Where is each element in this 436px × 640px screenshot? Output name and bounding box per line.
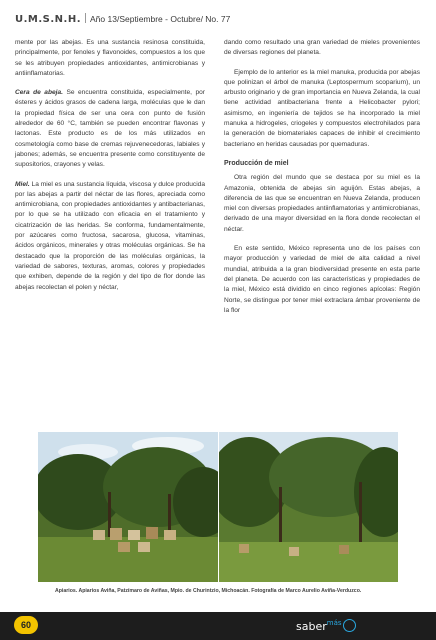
- logo-mark-icon: [343, 619, 356, 632]
- page-footer: [0, 612, 436, 640]
- journal-brand: U.M.S.N.H.: [15, 14, 82, 25]
- right-column: [224, 38, 420, 325]
- apiary-photos: [38, 432, 398, 582]
- cera-lead: Cera de abeja.: [15, 89, 63, 97]
- left-column: [15, 38, 205, 302]
- cera-text: Se encuentra constituida, especialmente, por ésteres y ácidos grasos de cadena larga, moléculas que le dan la propiedad física de ser una cera con punto de fusión alrededor de 60 °C, también se pueden encontrar flavonas y lactonas. Este producto es de los más utilizados en cosmetología como base de cremas rejuvenecedoras, labiales y jabones; además, se encuentra presente como constituyente de supositorios, crayones y velas.: [15, 89, 205, 169]
- miel-text: La miel es una sustancia líquida, viscosa y dulce producida por las abejas a partir del néctar de las flores, apreciada como antimicrobiana, con propiedades antioxidantes y antibacterianas, por lo que se ha utilizado con eficacia en el tratamiento y cicatrización de las heridas. Se conforma, fundamentalmente, por azúcares como fructosa, sacarosa, glucosa, vitaminas, ácidos orgánicos, minerales y otras moléculas orgánicas. Se ha destacado que la proporción de las moléculas orgánicas, la variedad de sabores, texturas, aromas, colores y propiedades que exhiben, depende de la región y del tipo de flor donde las abejas recolectan el polen y néctar,: [15, 180, 205, 291]
- paragraph-miel: [15, 180, 205, 293]
- paragraph-amazonia: Otra región del mundo que se destaca por su miel es la Amazonia, obtenida de abejas sin aguijón. Estas abejas, a diferencia de las que se encuentran en Nueva Zelanda, producen miel con diversas propiedades antiinflamatorias y antimicrobianas, derivado de una mayor diversidad en la flora donde recolectan el néctar.: [224, 174, 420, 233]
- issue-info: Año 13/Septiembre - Octubre/ No. 77: [90, 14, 231, 24]
- paragraph-cera: [15, 88, 205, 170]
- header-divider: [85, 13, 86, 23]
- page-number: 60: [14, 616, 38, 634]
- miel-lead: Miel.: [15, 180, 30, 188]
- paragraph-manuka: Ejemplo de lo anterior es la miel manuka, producida por abejas que polinizan el árbol de manuka (Leptospermum scoparium), un arbusto originario y de gran importancia en Nueva Zelanda, la cual tiene actividad antibacteriana frente a Helicobacter pylori; asimismo, en ingeniería de tejidos se ha incorporado la miel manuka a hidrogeles, criogeles y compuestos electrohilados para la generación de biomateriales capaces de inhibir el crecimiento bacteriano en heridas causadas por quemaduras.: [224, 68, 420, 148]
- logo-text: saber: [296, 620, 327, 633]
- logo-suffix: más: [326, 619, 342, 627]
- figure-caption: Apiarios. Apiarios Aviña, Patzímaro de Aviñas, Mpio. de Churintzio, Michoacán. Fotografía de Marco Aurelio Aviña-Verduzco.: [55, 588, 362, 594]
- apiary-photo-right: [219, 432, 398, 582]
- paragraph-continuation: dando como resultado una gran variedad de mieles provenientes de diversas regiones del planeta.: [224, 39, 420, 57]
- paragraph-mexico: En este sentido, México representa uno de los países con mayor producción y variedad de miel de alta calidad a nivel mundial, atribuida a la gran biodiversidad presente en esta parte del planeta. De acuerdo con las características y propiedades de la miel, México está dividido en cinco regiones apícolas: Región Norte, se distingue por tener miel extraclara ámbar proveniente de la flor: [224, 245, 420, 314]
- sabermas-logo: [296, 619, 356, 633]
- apiary-photo-left: [38, 432, 218, 582]
- paragraph-propoleo-end: mente por las abejas. Es una sustancia resinosa constituida, principalmente, por fenoles y flavonoides, compuestos a los que se les atribuyen propiedades antioxidantes, antimicrobianas y antiinflamatorias.: [15, 39, 205, 77]
- section-heading: Producción de miel: [224, 159, 289, 167]
- running-header: [15, 13, 230, 25]
